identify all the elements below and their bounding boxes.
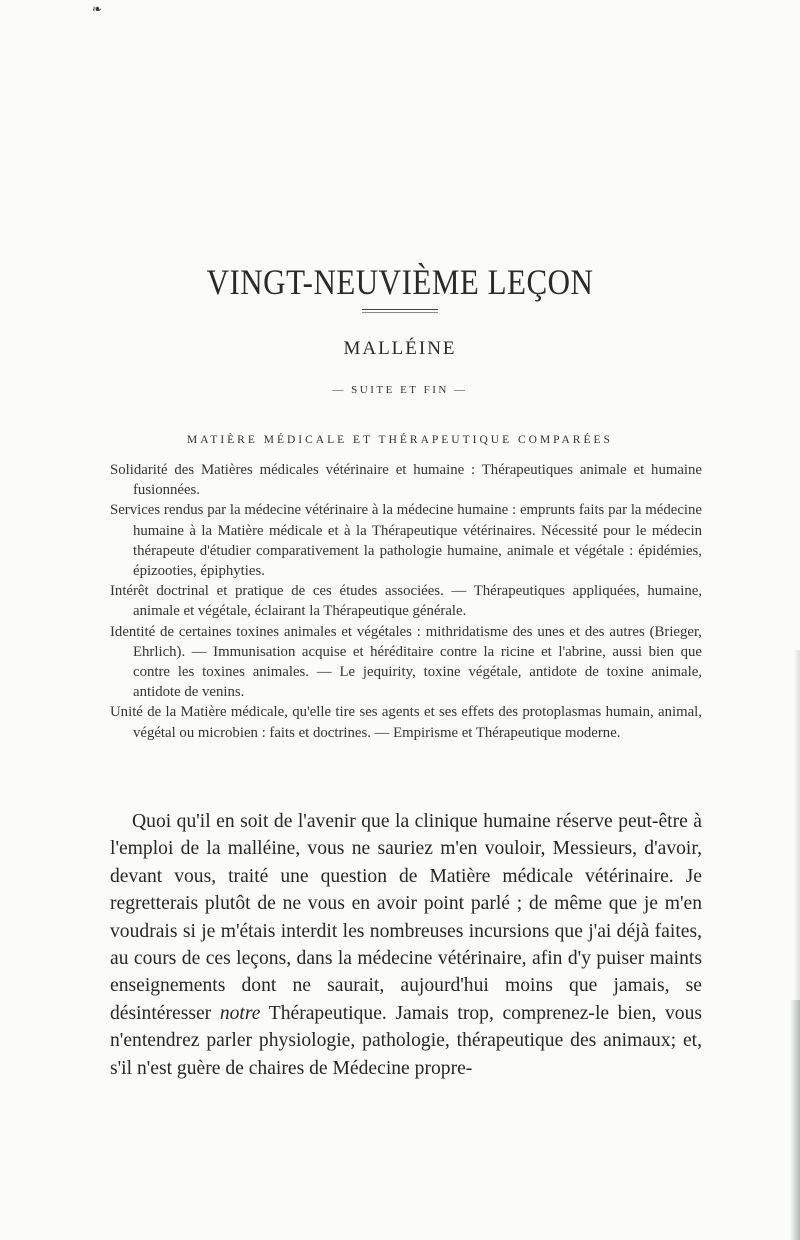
summary-paragraph: Intérêt doctrinal et pratique de ces études associées. — Thérapeutiques appliquées, humaine, animale et végétale, éclairant la Thérapeutique générale. <box>110 583 702 620</box>
body-paragraph <box>110 808 702 1082</box>
body-text <box>110 808 702 1082</box>
suite-et-fin: — SUITE ET FIN — <box>332 384 468 396</box>
title-rule-thin <box>362 312 438 313</box>
summary-paragraph: Services rendus par la médecine vétérinaire à la médecine humaine : emprunts faits par la médecine humaine à la Matière médicale et à la Thérapeutique vétérinaires. Nécessité pour le médecin thérapeute d'étudier comparativement la pathologie humaine, animale et végétale : épidémies, épizooties, épiphyties. <box>110 502 702 580</box>
summary-paragraph: Identité de certaines toxines animales et végétales : mithridatisme des unes et des autres (Brieger, Ehrlich). — Immunisation acquise et héréditaire contre la ricine et l'abrine, aussi bien que contre les toxines animales. — Le jequirity, toxine végétale, antidote de toxine animale, antidote de venins. <box>110 623 702 701</box>
emphasized-word: notre <box>219 1002 261 1024</box>
summary-paragraph: Solidarité des Matières médicales vétérinaire et humaine : Thérapeutiques animale et humaine fusionnées. <box>110 462 702 499</box>
printer-mark: ❧ <box>92 2 103 16</box>
section-heading: MATIÈRE MÉDICALE ET THÉRAPEUTIQUE COMPARÉES <box>187 434 613 446</box>
body-text-part: Thérapeutique. Jamais trop, comprenez-le bien, vous n'entendrez parler physiologie, pathologie, thérapeutique des animaux; et, s'il n'est guère de chaires de Médecine propre- <box>110 1002 702 1079</box>
page-edge-stain <box>790 1000 800 1240</box>
page-edge-shadow <box>794 650 800 1000</box>
summary-paragraph: Unité de la Matière médicale, qu'elle tire ses agents et ses effets des protoplasmas humain, animal, végétal ou microbien : faits et doctrines. — Empirisme et Thérapeutique moderne. <box>110 704 702 741</box>
lesson-subtitle: MALLÉINE <box>343 338 457 359</box>
lesson-title: VINGT-NEUVIÈME LEÇON <box>206 262 594 303</box>
body-text-part: Quoi qu'il en soit de l'avenir que la clinique humaine réserve peut-être à l'emploi de la malléine, vous ne sauriez m'en vouloir, Messieurs, d'avoir, devant vous, traité une question de Matière médicale vétérinaire. Je regretterais plutôt de ne vous en avoir point parlé ; de même que je m'en voudrais si je m'étais interdit les nombreuses incursions que j'ai déjà faites, au cours de ces leçons, dans la médecine vétérinaire, afin d'y puiser maints enseignements dont ne saurait, aujourd'hui moins que jamais, se désintéresser <box>110 811 702 1024</box>
title-rule <box>362 309 438 310</box>
lesson-summary <box>110 460 702 743</box>
